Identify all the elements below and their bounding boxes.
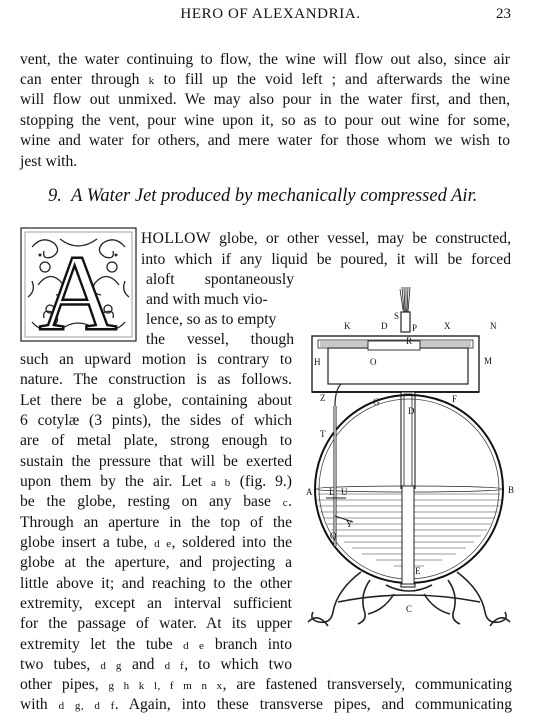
svg-text:U: U — [341, 487, 348, 497]
svg-text:N: N — [490, 321, 497, 331]
text-line: be the globe, resting on any base c. — [20, 493, 292, 510]
drop-cap-letter: A — [39, 234, 117, 342]
svg-text:D: D — [408, 406, 415, 416]
svg-text:Y: Y — [346, 519, 353, 529]
svg-text:G: G — [373, 397, 380, 407]
svg-text:B: B — [508, 485, 515, 495]
text-line: HOLLOW globe, or other vessel, may be constructed, — [141, 230, 511, 247]
svg-text:T: T — [320, 429, 326, 439]
text-line: Through an aperture in the top of the — [20, 514, 292, 531]
running-title: HERO OF ALEXANDRIA. — [180, 6, 361, 22]
text-line: with d g, d f. Again, into these transverse pipes, and communicating — [20, 696, 512, 713]
svg-text:F: F — [452, 394, 458, 404]
svg-text:M: M — [484, 356, 493, 366]
svg-text:R: R — [406, 336, 413, 346]
figure-water-jet — [298, 286, 523, 636]
svg-text:X: X — [444, 321, 451, 331]
svg-text:O: O — [370, 357, 377, 367]
transverse-box — [312, 336, 479, 392]
text-line: little above it; and reaching to the other — [20, 575, 292, 592]
svg-text:A: A — [306, 487, 313, 497]
text-line: will flow out unmixed. We may also pour in the water first, and then, — [20, 91, 510, 108]
section-heading — [48, 186, 477, 207]
text-line: and with much vio- — [146, 291, 268, 308]
page-header — [0, 5, 541, 27]
svg-text:Z: Z — [320, 393, 326, 403]
svg-text:Q: Q — [330, 531, 337, 541]
text-line: into which if any liquid be poured, it will be forced — [141, 251, 511, 268]
drop-cap-ornament — [20, 227, 137, 342]
page-number: 23 — [496, 6, 511, 22]
svg-text:C: C — [406, 604, 413, 614]
text-line: 6 cotylæ (3 pints), the sides of which — [20, 412, 292, 429]
text-line: stopping the vent, pour wine upon it, so as to pour out wine for some, — [20, 112, 510, 129]
text-line: nature. The construction is as follows. — [20, 371, 292, 388]
svg-text:S: S — [394, 311, 400, 321]
text-line: globe insert a tube, d e, soldered into the — [20, 534, 292, 551]
text-line: lence, so as to empty — [146, 311, 277, 328]
svg-text:L: L — [329, 487, 335, 497]
text-line: such an upward motion is contrary to — [20, 351, 292, 368]
text-line: two tubes, d g and d f, to which two — [20, 656, 292, 673]
svg-text:E: E — [415, 566, 421, 576]
text-line: for the passage of water. At its upper — [20, 615, 292, 632]
text-line: upon them by the air. Let a b (fig. 9.) — [20, 473, 292, 490]
svg-text:K: K — [344, 321, 351, 331]
text-line: the vessel, though — [146, 331, 294, 348]
text-line: are of metal plate, strong enough to — [20, 432, 292, 449]
text-line: can enter through k to fill up the void left ; and afterwards the wine — [20, 71, 510, 88]
section-number: 9. — [48, 186, 62, 206]
text-line: aloft spontaneously — [146, 271, 294, 288]
jet-spray — [400, 287, 410, 312]
section-title: A Water Jet produced by mechanically compressed Air. — [71, 186, 478, 206]
text-line: sustain the pressure that will be exerted — [20, 453, 292, 470]
text-line: wine and water for others, and mere water for those whom we wish to — [20, 132, 510, 149]
text-line: other pipes, g h k l, f m n x, are fastened transversely, communicating — [20, 676, 512, 693]
svg-text:P: P — [412, 323, 418, 333]
text-line: extremity let the tube d e branch into — [20, 636, 292, 653]
text-line: extremity, except an interval sufficient — [20, 595, 292, 612]
text-line: jest with. — [20, 153, 78, 170]
text-line: globe at the aperture, and projecting a — [20, 554, 292, 571]
text-line: vent, the water continuing to flow, the wine will flow out also, since air — [20, 51, 510, 68]
text-line: Let there be a globe, containing about — [20, 392, 292, 409]
svg-text:H: H — [314, 357, 321, 367]
svg-text:D: D — [381, 321, 388, 331]
